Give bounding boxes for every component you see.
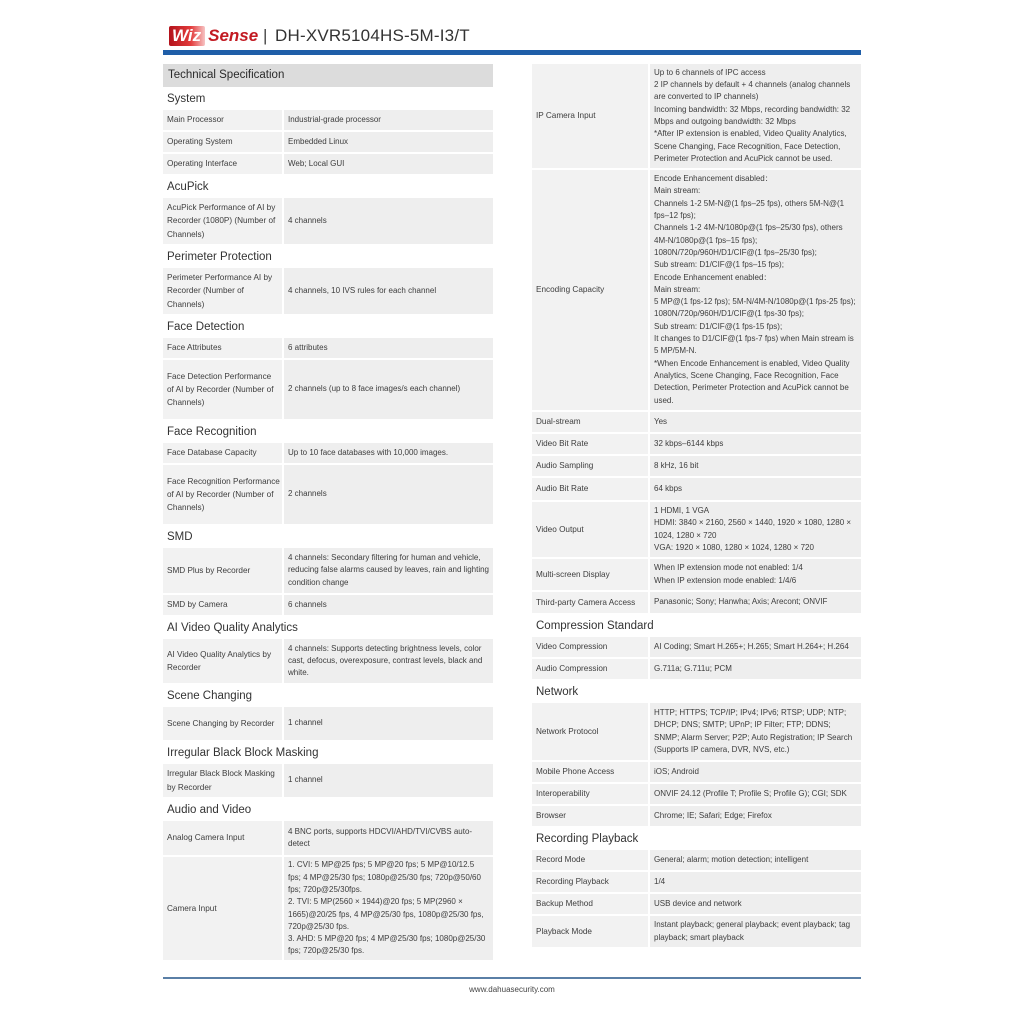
section-heading-face-recognition: Face Recognition [167, 426, 257, 438]
spec-value: Web; Local GUI [284, 154, 493, 174]
spec-value: 4 channels [284, 198, 493, 244]
header-divider [163, 50, 861, 55]
spec-row-audio-sampling [532, 456, 861, 476]
section-heading-audio-and-video: Audio and Video [167, 804, 252, 816]
spec-value: 32 kbps–6144 kbps [650, 434, 861, 454]
spec-value: 2 channels [284, 465, 493, 524]
spec-value: 4 channels: Secondary filtering for human and vehicle, reducing false alarms caused by leaves, rain and lighting condition change [284, 548, 493, 593]
spec-value: USB device and network [650, 894, 861, 914]
spec-row-mobile-phone-access [532, 762, 861, 782]
section-heading-perimeter-protection: Perimeter Protection [167, 251, 272, 263]
spec-value: 1/4 [650, 872, 861, 892]
spec-row-playback-mode [532, 916, 861, 947]
spec-value: G.711a; G.711u; PCM [650, 659, 861, 679]
section-heading-recording-playback: Recording Playback [536, 833, 639, 845]
spec-label: Video Bit Rate [532, 434, 648, 454]
spec-row-third-party-camera-access [532, 592, 861, 613]
spec-value: AI Coding; Smart H.265+; H.265; Smart H.264+; H.264 [650, 637, 861, 657]
spec-label: Perimeter Performance AI by Recorder (Number of Channels) [163, 268, 282, 314]
section-heading-smd: SMD [167, 531, 193, 543]
spec-row-face-recognition-performance-of-ai-by-recorder-number-of-channels [163, 465, 493, 524]
spec-value: Chrome; IE; Safari; Edge; Firefox [650, 806, 861, 826]
right-spec-column [532, 64, 861, 949]
spec-value: 64 kbps [650, 478, 861, 500]
left-spec-column [163, 64, 493, 962]
section-heading-irregular-black-block-masking: Irregular Black Block Masking [167, 747, 319, 759]
spec-label: Third-party Camera Access [532, 592, 648, 613]
spec-row-recording-playback [532, 872, 861, 892]
spec-label: Face Attributes [163, 338, 282, 358]
spec-label: Backup Method [532, 894, 648, 914]
spec-label: AcuPick Performance of AI by Recorder (1080P) (Number of Channels) [163, 198, 282, 244]
spec-label: SMD Plus by Recorder [163, 548, 282, 593]
section-heading-acupick: AcuPick [167, 181, 209, 193]
spec-label: Browser [532, 806, 648, 826]
spec-row-video-output [532, 502, 861, 557]
spec-label: Encoding Capacity [532, 170, 648, 410]
spec-row-video-bit-rate [532, 434, 861, 454]
spec-value: ONVIF 24.12 (Profile T; Profile S; Profile G); CGI; SDK [650, 784, 861, 804]
header-separator: | [263, 26, 268, 45]
spec-value: Up to 6 channels of IPC access 2 IP channels by default + 4 channels (analog channels are converted to IP channels) Incoming bandwidth: 32 Mbps, recording bandwidth: 32 Mbps and outgoing bandwidth: 32 Mbps *After IP extension is enabled, Video Quality Analytics, Scene Changing, Face Recognition, Face Detection, Perimeter Protection and AcuPick cannot be used. [650, 64, 861, 168]
spec-value: 8 kHz, 16 bit [650, 456, 861, 476]
spec-row-ai-video-quality-analytics-by-recorder [163, 639, 493, 683]
spec-row-audio-compression [532, 659, 861, 679]
section-heading-network: Network [536, 686, 579, 698]
spec-row-main-processor [163, 110, 493, 130]
spec-value: HTTP; HTTPS; TCP/IP; IPv4; IPv6; RTSP; UDP; NTP; DHCP; DNS; SMTP; UPnP; IP Filter; FTP; DDNS; SNMP; Alarm Server; P2P; Auto Registration; IP Search (Supports IP camera, DVR, NVS, etc.) [650, 703, 861, 760]
spec-value: 6 channels [284, 595, 493, 615]
spec-label: Dual-stream [532, 412, 648, 432]
spec-value: General; alarm; motion detection; intelligent [650, 850, 861, 870]
spec-label: SMD by Camera [163, 595, 282, 615]
spec-label: Main Processor [163, 110, 282, 130]
spec-label: Scene Changing by Recorder [163, 707, 282, 740]
section-heading-system: System [167, 93, 206, 105]
logo-wiz: Wiz [169, 26, 205, 46]
spec-label: Mobile Phone Access [532, 762, 648, 782]
spec-label: Operating System [163, 132, 282, 152]
spec-label: Recording Playback [532, 872, 648, 892]
model-number: DH-XVR5104HS-5M-I3/T [275, 26, 470, 45]
spec-row-operating-interface [163, 154, 493, 174]
spec-label: Playback Mode [532, 916, 648, 947]
spec-row-irregular-black-block-masking-by-recorder [163, 764, 493, 797]
spec-label: Face Recognition Performance of AI by Recorder (Number of Channels) [163, 465, 282, 524]
spec-row-acupick-performance-of-ai-by-recorder-1080p-number-of-channels [163, 198, 493, 244]
spec-value: Up to 10 face databases with 10,000 images. [284, 443, 493, 463]
spec-value: Yes [650, 412, 861, 432]
spec-row-operating-system [163, 132, 493, 152]
spec-label: Network Protocol [532, 703, 648, 760]
spec-row-face-detection-performance-of-ai-by-recorder-number-of-channels [163, 360, 493, 419]
spec-value: 1. CVI: 5 MP@25 fps; 5 MP@20 fps; 5 MP@10/12.5 fps; 4 MP@25/30 fps; 1080p@25/30 fps; 720p@50/60 fps; 720p@25/30fps. 2. TVI: 5 MP(2560 × 1944)@20 fps; 5 MP(2960 × 1665)@20/25 fps, 4 MP@25/30 fps, 1080p@25/30 fps, 720p@25/30 fps. 3. AHD: 5 MP@20 fps; 4 MP@25/30 fps; 1080p@25/30 fps; 720p@25/30 fps. [284, 857, 493, 960]
spec-label: IP Camera Input [532, 64, 648, 168]
spec-row-face-attributes [163, 338, 493, 358]
spec-row-smd-plus-by-recorder [163, 548, 493, 593]
wizsense-logo [169, 24, 258, 48]
spec-row-face-database-capacity [163, 443, 493, 463]
spec-label: Face Detection Performance of AI by Recorder (Number of Channels) [163, 360, 282, 419]
spec-label: Camera Input [163, 857, 282, 960]
spec-row-ip-camera-input [532, 64, 861, 168]
spec-label: Audio Sampling [532, 456, 648, 476]
section-heading-scene-changing: Scene Changing [167, 690, 253, 702]
spec-row-dual-stream [532, 412, 861, 432]
spec-value: Industrial-grade processor [284, 110, 493, 130]
spec-value: Instant playback; general playback; event playback; tag playback; smart playback [650, 916, 861, 947]
spec-row-multi-screen-display [532, 559, 861, 590]
spec-value: 4 channels: Supports detecting brightness levels, color cast, defocus, overexposure, contrast levels, black and white. [284, 639, 493, 683]
spec-row-backup-method [532, 894, 861, 914]
spec-row-audio-bit-rate [532, 478, 861, 500]
logo-sense: Sense [208, 26, 259, 45]
spec-label: Face Database Capacity [163, 443, 282, 463]
spec-row-perimeter-performance-ai-by-recorder-number-of-channels [163, 268, 493, 314]
spec-label: Irregular Black Block Masking by Recorder [163, 764, 282, 797]
footer-divider [163, 977, 861, 979]
section-heading-ai-video-quality-analytics: AI Video Quality Analytics [167, 622, 298, 634]
spec-label: Record Mode [532, 850, 648, 870]
spec-value: 4 BNC ports, supports HDCVI/AHD/TVI/CVBS auto-detect [284, 821, 493, 855]
spec-row-encoding-capacity [532, 170, 861, 410]
spec-label: Video Output [532, 502, 648, 557]
spec-row-browser [532, 806, 861, 826]
spec-label: Audio Bit Rate [532, 478, 648, 500]
spec-label: Video Compression [532, 637, 648, 657]
spec-value: Panasonic; Sony; Hanwha; Axis; Arecont; ONVIF [650, 592, 861, 613]
spec-label: Operating Interface [163, 154, 282, 174]
spec-value: 6 attributes [284, 338, 493, 358]
spec-row-scene-changing-by-recorder [163, 707, 493, 740]
section-heading-face-detection: Face Detection [167, 321, 245, 333]
spec-row-record-mode [532, 850, 861, 870]
spec-title: Technical Specification [163, 64, 493, 87]
spec-value: 1 channel [284, 707, 493, 740]
spec-row-smd-by-camera [163, 595, 493, 615]
spec-label: Multi-screen Display [532, 559, 648, 590]
spec-label: Audio Compression [532, 659, 648, 679]
spec-label: AI Video Quality Analytics by Recorder [163, 639, 282, 683]
spec-value: 1 HDMI, 1 VGA HDMI: 3840 × 2160, 2560 × 1440, 1920 × 1080, 1280 × 1024, 1280 × 720 VGA: 1920 × 1080, 1280 × 1024, 1280 × 720 [650, 502, 861, 557]
spec-row-network-protocol [532, 703, 861, 760]
spec-value: 2 channels (up to 8 face images/s each channel) [284, 360, 493, 419]
page-header [163, 22, 863, 50]
spec-row-interoperability [532, 784, 861, 804]
spec-value: 1 channel [284, 764, 493, 797]
spec-value: When IP extension mode not enabled: 1/4 When IP extension mode enabled: 1/4/6 [650, 559, 861, 590]
spec-row-analog-camera-input [163, 821, 493, 855]
section-heading-compression-standard: Compression Standard [536, 620, 654, 632]
spec-label: Interoperability [532, 784, 648, 804]
spec-value: Embedded Linux [284, 132, 493, 152]
spec-value: iOS; Android [650, 762, 861, 782]
spec-value: 4 channels, 10 IVS rules for each channel [284, 268, 493, 314]
footer-website: www.dahuasecurity.com [469, 985, 555, 994]
spec-value: Encode Enhancement disabled： Main stream: Channels 1-2 5M-N@(1 fps–25 fps), others 5M-N@(1 fps–12 fps); Channels 1-2 4M-N/1080p@(1 fps–25/30 fps), others 4M-N/1080p@(1 fps–15 fps); 1080N/720p/960H/D1/CIF@(1 fps–25/30 fps); Sub stream: D1/CIF@(1 fps–15 fps); Encode Enhancement enabled： Main stream: 5 MP@(1 fps-12 fps); 5M-N/4M-N/1080p@(1 fps-25 fps); 1080N/720p/960H/D1/CIF@(1 fps-30 fps); Sub stream: D1/CIF@(1 fps-15 fps); It changes to D1/CIF@(1 fps-7 fps) when Main stream is 5 MP/5M-N. *When Encode Enhancement is enabled, Video Quality Analytics, Scene Changing, Face Recognition, Face Detection, Perimeter Protection and AcuPick cannot be used. [650, 170, 861, 410]
spec-row-camera-input [163, 857, 493, 960]
spec-label: Analog Camera Input [163, 821, 282, 855]
spec-row-video-compression [532, 637, 861, 657]
